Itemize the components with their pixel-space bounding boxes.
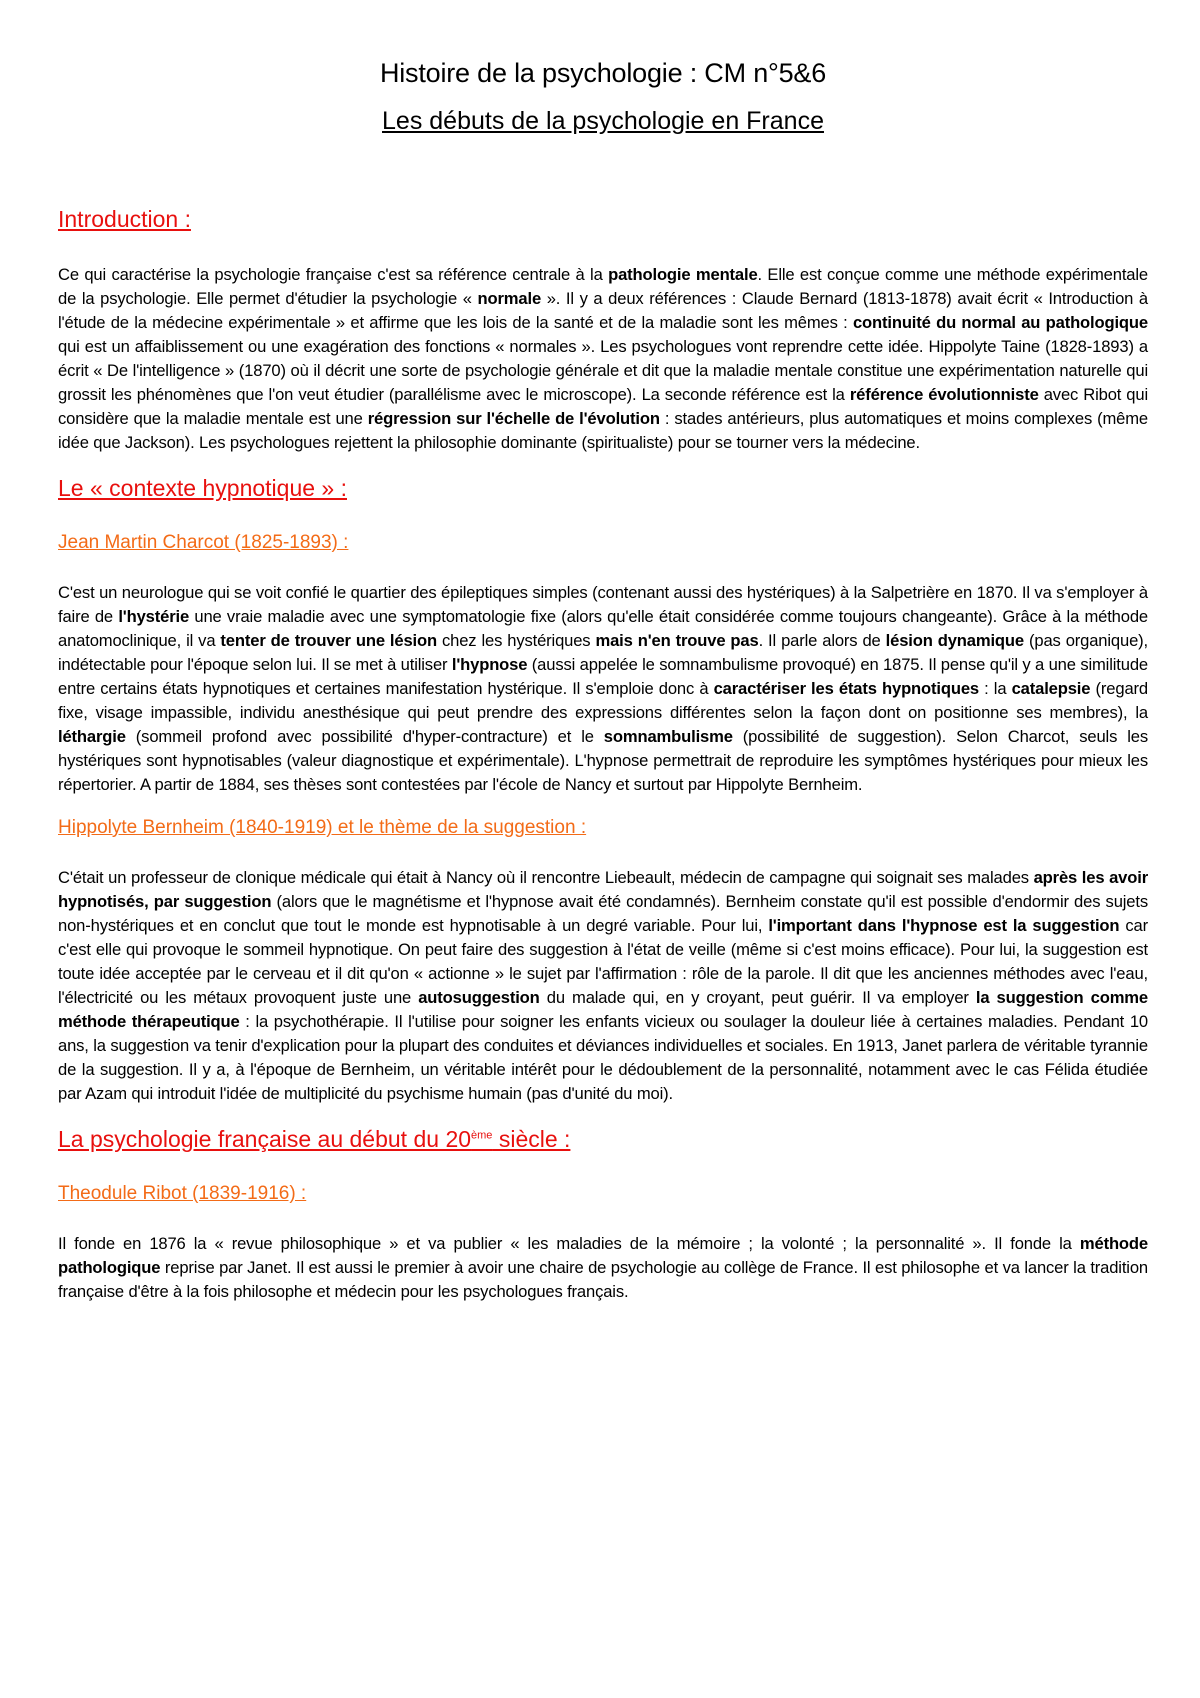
bold-term: après les avoir hypnotisés, par suggestion xyxy=(58,868,1148,911)
section-heading-superscript: ème xyxy=(471,1129,493,1142)
text-run: : stades antérieurs, plus automatiques et moins complexes (même idée que Jackson). Les psychologues rejettent la philosophie dominante (spiritualiste) pour se tourner vers la médecine. xyxy=(58,409,1149,452)
bold-term: l'important dans l'hypnose est la suggestion xyxy=(768,916,1120,935)
text-run: : la xyxy=(979,679,1012,698)
document-body xyxy=(58,58,1148,1324)
bold-term: catalepsie xyxy=(1011,679,1091,698)
text-run: chez les hystériques xyxy=(436,631,596,650)
text-run: ». Il y a deux références : Claude Bernard (1813-1878) avait écrit « Introduction à l'étude de la médecine expérimentale » et affirme que les lois de la santé et de la maladie sont les mêmes : xyxy=(58,289,1148,332)
bernheim-paragraph xyxy=(58,866,1148,1106)
text-run: reprise par Janet. Il est aussi le premier à avoir une chaire de psychologie au collège de France. Il est philosophe et va lancer la tradition française d'être à la fois philosophe et médecin pour les psychologues français. xyxy=(58,1258,1148,1301)
text-run: . Elle est conçue comme une méthode expérimentale de la psychologie. Elle permet d'étudier la psychologie « xyxy=(58,265,1148,308)
subsection-heading-ribot: Theodule Ribot (1839-1916) : xyxy=(58,1183,307,1204)
bold-term: méthode pathologique xyxy=(58,1234,1148,1277)
bold-term: tenter de trouver une lésion xyxy=(220,631,437,650)
bold-term: continuité du normal au pathologique xyxy=(852,313,1148,332)
bold-term: lésion dynamique xyxy=(885,631,1024,650)
introduction-paragraph xyxy=(58,263,1148,455)
text-run: . Il parle alors de xyxy=(758,631,886,650)
charcot-paragraph xyxy=(58,581,1148,797)
text-run: du malade qui, en y croyant, peut guérir. Il va employer xyxy=(539,988,976,1007)
text-run: (alors que le magnétisme et l'hypnose avait été condamnés). Bernheim constate qu'il est possible d'endormir des sujets non-hystériques et en conclut que tout le monde est hypnotisable à un degré variable. Pour lui, xyxy=(58,892,1148,935)
bold-term: mais n'en trouve pas xyxy=(595,631,759,650)
bold-term: autosuggestion xyxy=(418,988,540,1007)
bold-term: normale xyxy=(477,289,542,308)
text-run: avec Ribot qui considère que la maladie mentale est une xyxy=(58,385,1149,428)
section-heading-contexte-hypnotique: Le « contexte hypnotique » : xyxy=(58,475,347,501)
subsection-heading-bernheim: Hippolyte Bernheim (1840-1919) et le thème de la suggestion : xyxy=(58,817,587,838)
bold-term: la suggestion comme méthode thérapeutique xyxy=(58,988,1148,1031)
document-title: Histoire de la psychologie : CM n°5&6 xyxy=(379,58,827,88)
section-heading-tail: siècle : xyxy=(492,1126,571,1152)
text-run: (sommeil profond avec possibilité d'hyper-contracture) et le xyxy=(125,727,604,746)
text-run: qui est un affaiblissement ou une exagération des fonctions « normales ». Les psychologues vont reprendre cette idée. Hippolyte Taine (1828-1893) a écrit « De l'intelligence » (1870) où il décrit une sorte de psychologie générale et dit que la maladie mentale constitue une expérimentation naturelle qui grossit les phénomènes que l'on veut étudier (parallélisme avec le microscope). La seconde référence est la xyxy=(58,337,1148,404)
bold-term: caractériser les états hypnotiques xyxy=(713,679,979,698)
text-run: Ce qui caractérise la psychologie française c'est sa référence centrale à la xyxy=(58,265,609,284)
ribot-paragraph xyxy=(58,1232,1148,1304)
text-run: (pas organique), indétectable pour l'époque selon lui. Il se met à utiliser xyxy=(58,631,1148,674)
section-heading-introduction: Introduction : xyxy=(58,206,191,232)
text-run: (possibilité de suggestion). Selon Charcot, seuls les hystériques sont hypnotisables (valeur diagnostique et expérimentale). L'hypnose permettrait de reproduire les symptômes hystériques pour mieux les répertorier. A partir de 1884, ses thèses sont contestées par l'école de Nancy et surtout par Hippolyte Bernheim. xyxy=(58,727,1148,794)
text-run: Il fonde en 1876 la « revue philosophique » et va publier « les maladies de la mémoire ; la volonté ; la personnalité ». Il fonde la xyxy=(58,1234,1080,1253)
subsection-heading-charcot: Jean Martin Charcot (1825-1893) : xyxy=(58,532,349,553)
text-run: C'est un neurologue qui se voit confié le quartier des épileptiques simples (contenant aussi des hystériques) à la Salpetrière en 1870. Il va s'employer à faire de xyxy=(58,583,1148,626)
text-run: : la psychothérapie. Il l'utilise pour soigner les enfants vicieux ou soulager la douleur liée à certaines maladies. Pendant 10 ans, la suggestion va tenir d'explication pour la plupart des conduites et déviances individuelles et sociales. En 1913, Janet parlera de véritable tyrannie de la suggestion. Il y a, à l'époque de Bernheim, un véritable intérêt pour le dédoublement de la personnalité, notamment avec le cas Félida étudiée par Azam qui introduit l'idée de multiplicité du psychisme humain (pas d'unité du moi). xyxy=(58,1012,1148,1103)
bold-term: léthargie xyxy=(58,727,126,746)
bold-term: pathologie mentale xyxy=(608,265,758,284)
bold-term: régression sur l'échelle de l'évolution xyxy=(367,409,660,428)
text-run: C'était un professeur de clonique médicale qui était à Nancy où il rencontre Liebeault, médecin de campagne qui soignait ses malades xyxy=(58,868,1034,887)
text-run: car c'est elle qui provoque le sommeil hypnotique. On peut faire des suggestion à l'état de veille (même si c'est moins efficace). Pour lui, la suggestion est toute idée acceptée par le cerveau et il dit qu'on « actionne » le sujet par l'affirmation : rôle de la parole. Il dit que les anciennes méthodes avec l'eau, l'électricité ou les métaux provoquent juste une xyxy=(58,916,1148,1007)
document-subtitle: Les débuts de la psychologie en France xyxy=(382,107,824,135)
bold-term: l'hypnose xyxy=(451,655,528,674)
text-run: une vraie maladie avec une symptomatologie fixe (alors qu'elle était considérée comme toujours changeante). Grâce à la méthode anatomoclinique, il va xyxy=(58,607,1148,650)
section-heading-20e-siecle xyxy=(58,1126,1148,1153)
text-run: (aussi appelée le somnambulisme provoqué) en 1875. Il pense qu'il y a une similitude entre certains états hypnotiques et certaines manifestation hystérique. Il s'emploie donc à xyxy=(58,655,1148,698)
bold-term: somnambulisme xyxy=(603,727,733,746)
text-run: (regard fixe, visage impassible, individu anesthésique qui peut prendre des expressions différentes selon la façon dont on positionne ses membres), la xyxy=(58,679,1148,722)
bold-term: l'hystérie xyxy=(118,607,190,626)
section-heading-main: La psychologie française au début du 20 xyxy=(58,1126,472,1152)
bold-term: référence évolutionniste xyxy=(849,385,1039,404)
